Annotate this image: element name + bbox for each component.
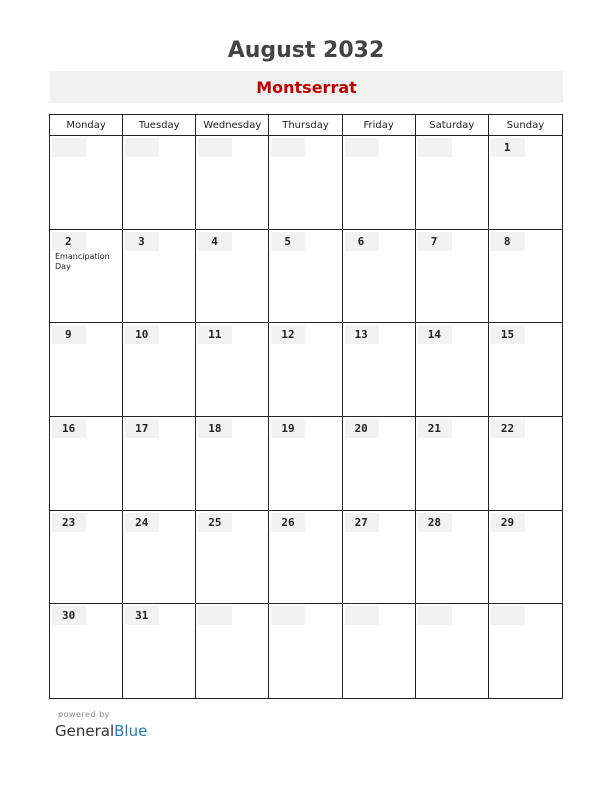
country-name: Montserrat [256, 77, 357, 97]
day-number: 31 [125, 606, 159, 625]
calendar-day-cell [196, 230, 269, 324]
day-number: 19 [271, 419, 305, 438]
day-number: 1 [491, 138, 525, 157]
weekday-header: Thursday [269, 115, 342, 136]
calendar-day-cell [489, 323, 562, 417]
day-number: 29 [491, 513, 525, 532]
calendar-day-cell [416, 604, 489, 698]
calendar-day-cell [50, 323, 123, 417]
weekday-header: Friday [343, 115, 416, 136]
calendar-day-cell [123, 323, 196, 417]
brand-general-text: General [55, 722, 115, 740]
calendar-day-cell [50, 230, 123, 324]
calendar-day-cell [343, 230, 416, 324]
calendar-day-cell [123, 511, 196, 605]
day-number: 18 [198, 419, 232, 438]
country-banner [50, 71, 563, 103]
calendar-day-cell [196, 417, 269, 511]
day-number: 27 [345, 513, 379, 532]
day-number: 15 [491, 325, 525, 344]
calendar-day-cell [50, 136, 123, 230]
day-number [345, 138, 379, 157]
calendar-day-cell [269, 230, 342, 324]
calendar-day-cell [489, 136, 562, 230]
calendar-day-cell [489, 604, 562, 698]
day-number: 3 [125, 232, 159, 251]
calendar-day-cell [123, 230, 196, 324]
day-number: 28 [418, 513, 452, 532]
calendar-day-cell [50, 511, 123, 605]
day-number: 7 [418, 232, 452, 251]
calendar-day-cell [196, 136, 269, 230]
powered-by-label: powered by [58, 710, 110, 719]
day-number: 30 [52, 606, 86, 625]
calendar-day-cell [269, 323, 342, 417]
day-number: 20 [345, 419, 379, 438]
calendar-day-cell [196, 604, 269, 698]
calendar-day-cell [343, 511, 416, 605]
day-number: 14 [418, 325, 452, 344]
day-number [271, 606, 305, 625]
calendar-day-cell [416, 417, 489, 511]
calendar-day-cell [416, 136, 489, 230]
calendar-day-cell [50, 604, 123, 698]
day-number [418, 606, 452, 625]
day-number: 9 [52, 325, 86, 344]
brand-logo [55, 722, 147, 740]
page-title: August 2032 [227, 38, 385, 63]
day-number [52, 138, 86, 157]
calendar-day-cell [416, 323, 489, 417]
day-number: 6 [345, 232, 379, 251]
day-number: 21 [418, 419, 452, 438]
day-number [198, 138, 232, 157]
calendar-day-cell [489, 230, 562, 324]
day-number: 8 [491, 232, 525, 251]
calendar-day-cell [196, 323, 269, 417]
day-number: 25 [198, 513, 232, 532]
day-number [491, 606, 525, 625]
calendar-day-cell [343, 604, 416, 698]
weekday-header: Sunday [489, 115, 562, 136]
day-number [271, 138, 305, 157]
day-number [125, 138, 159, 157]
holiday-label: Emancipation Day [55, 251, 110, 271]
day-number [418, 138, 452, 157]
calendar-day-cell [123, 417, 196, 511]
day-number: 2 [52, 232, 86, 251]
calendar-day-cell [50, 417, 123, 511]
day-number [198, 606, 232, 625]
calendar-day-cell [343, 323, 416, 417]
weekday-header: Tuesday [123, 115, 196, 136]
calendar-grid [49, 114, 563, 699]
calendar-day-cell [269, 417, 342, 511]
calendar-day-cell [343, 136, 416, 230]
weekday-header: Wednesday [196, 115, 269, 136]
day-number: 24 [125, 513, 159, 532]
day-number: 10 [125, 325, 159, 344]
day-number: 13 [345, 325, 379, 344]
calendar-day-cell [269, 136, 342, 230]
calendar-day-cell [416, 511, 489, 605]
day-number: 23 [52, 513, 86, 532]
day-number: 26 [271, 513, 305, 532]
day-number: 11 [198, 325, 232, 344]
calendar-day-cell [416, 230, 489, 324]
brand-blue-text: Blue [114, 722, 148, 740]
weekday-header: Monday [50, 115, 123, 136]
calendar-day-cell [343, 417, 416, 511]
calendar-day-cell [123, 136, 196, 230]
calendar-day-cell [123, 604, 196, 698]
day-number: 4 [198, 232, 232, 251]
day-number: 22 [491, 419, 525, 438]
weekday-header: Saturday [416, 115, 489, 136]
day-number [345, 606, 379, 625]
calendar-day-cell [269, 604, 342, 698]
calendar-day-cell [269, 511, 342, 605]
day-number: 12 [271, 325, 305, 344]
calendar-day-cell [196, 511, 269, 605]
calendar-day-cell [489, 511, 562, 605]
day-number: 16 [52, 419, 86, 438]
day-number: 5 [271, 232, 305, 251]
calendar-day-cell [489, 417, 562, 511]
day-number: 17 [125, 419, 159, 438]
